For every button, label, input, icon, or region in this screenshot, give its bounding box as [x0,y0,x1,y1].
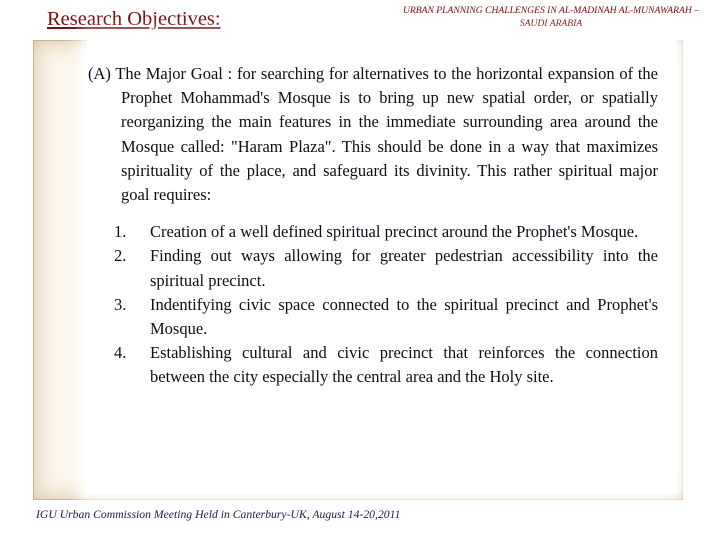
main-goal-paragraph [88,62,658,207]
goal-text: : for searching for alternatives to the horizontal expansion of the Prophet Mohammad's Mosque is to bring up new spatial order, or spatially reorganizing the main features in the immediate surrounding area around the Mosque called: "Haram Plaza". This should be done in a way that maximizes spirituality of the place, and safeguard its divinity. This rather spiritual major goal requires: [121,64,659,205]
footer-text: IGU Urban Commission Meeting Held in Canterbury-UK, August 14-20,2011 [36,508,401,521]
list-item [88,244,658,292]
goal-marker: (A) [88,64,111,83]
list-item [88,220,658,244]
list-item-text: Establishing cultural and civic precinct that reinforces the connection between the city especially the central area and the Holy site. [150,343,658,387]
list-item-number: 2. [114,246,127,266]
objectives-list [88,220,658,389]
list-item-number: 1. [114,222,127,242]
goal-heading: The Major Goal [115,64,223,83]
list-item-text: Finding out ways allowing for greater pedestrian accessibility into the spiritual precinct. [150,246,658,290]
list-item-text: Indentifying civic space connected to the spiritual precinct and Prophet's Mosque. [150,294,658,339]
text-area [88,62,658,390]
header-note: URBAN PLANNING CHALLENGES IN AL-MADINAH AL-MUNAWARAH –SAUDI ARABIA [402,5,700,29]
list-item [88,293,658,341]
list-item-text: Creation of a well defined spiritual precinct around the Prophet's Mosque. [150,222,639,242]
list-item [88,341,658,389]
list-item-number: 3. [114,294,127,314]
list-item-number: 4. [114,343,127,363]
page-title: Research Objectives: [47,8,221,30]
